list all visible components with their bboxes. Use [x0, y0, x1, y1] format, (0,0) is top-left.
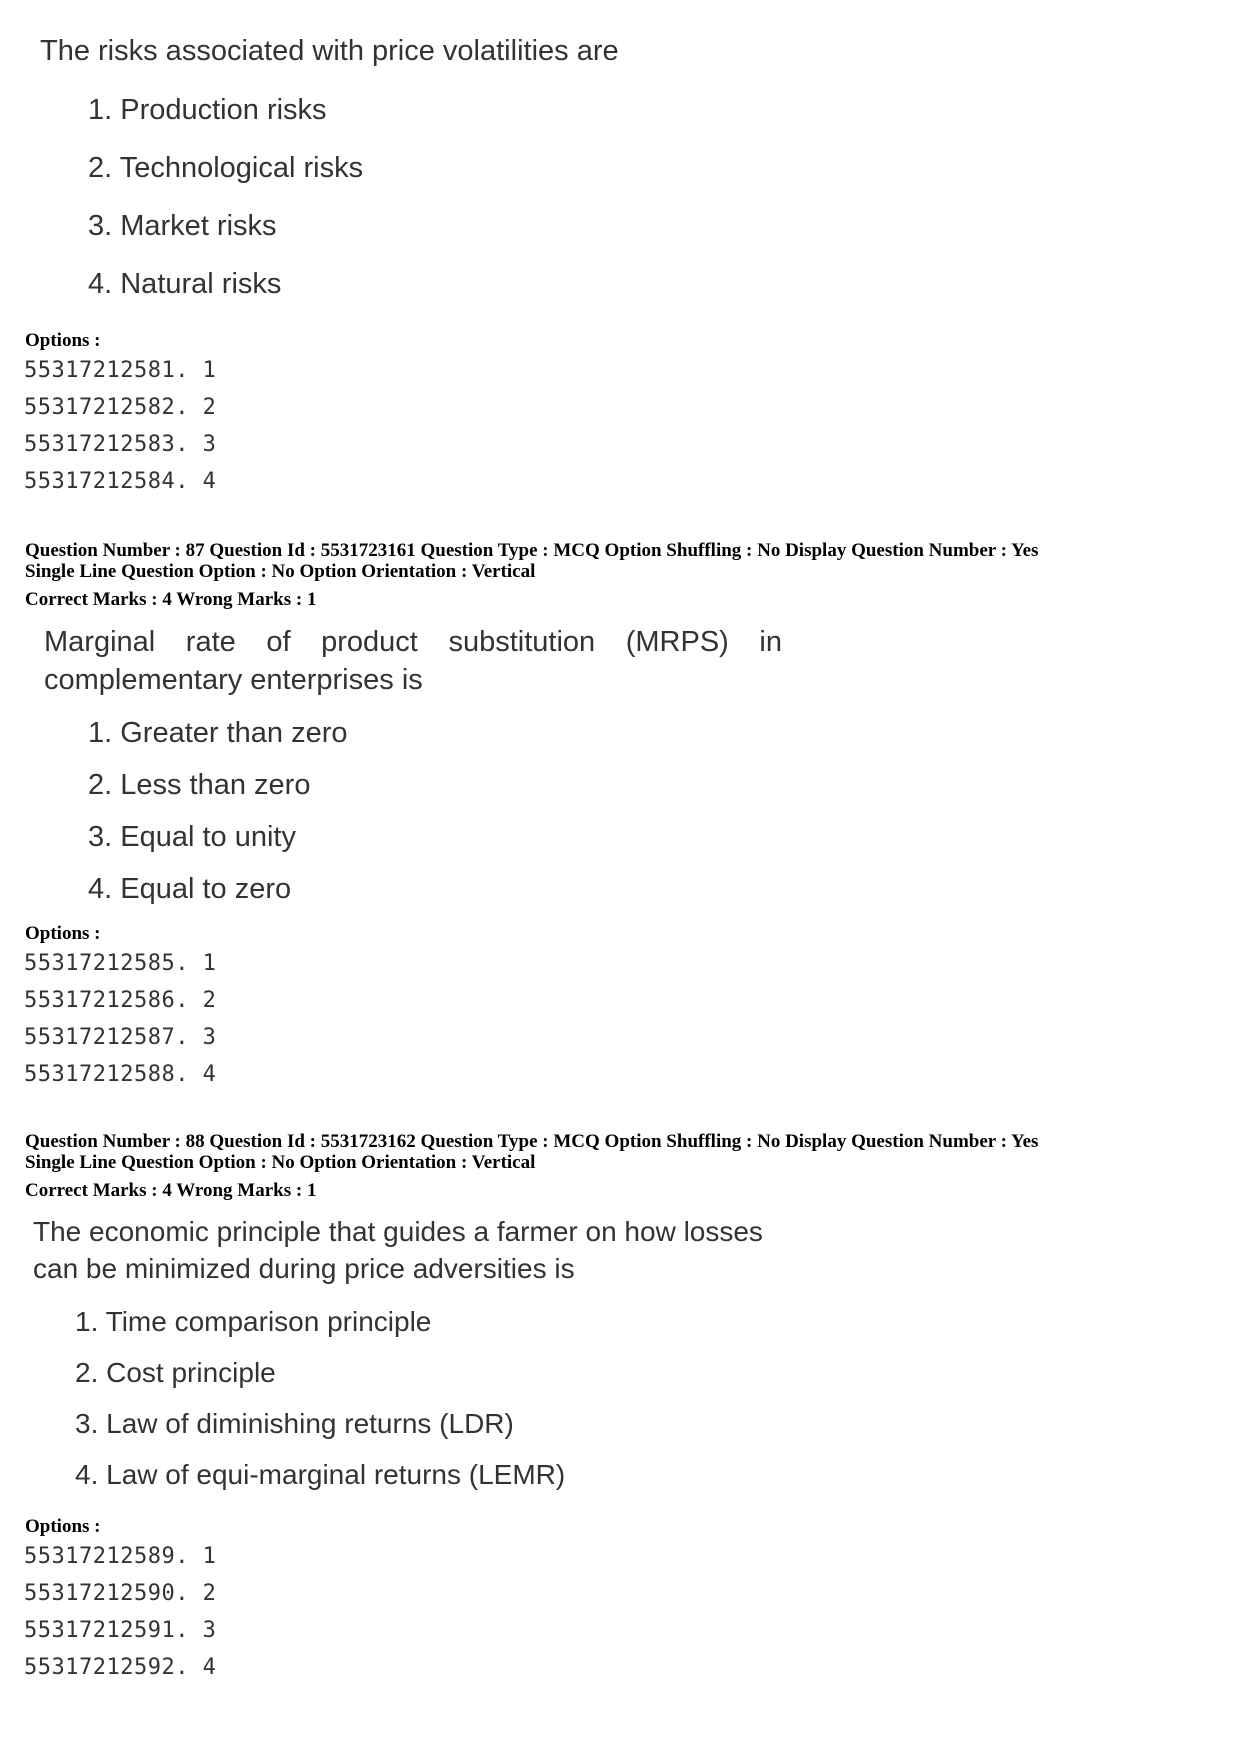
question-stem: The economic principle that guides a farmer on how losses [33, 1216, 763, 1247]
question-meta-line: Question Number : 88 Question Id : 5531723162 Question Type : MCQ Option Shuffling : No Display Question Number : Yes [25, 1131, 1039, 1152]
option-item: 55317212581. 1 [24, 358, 217, 383]
choice-1: 1. Production risks [88, 94, 327, 126]
question-meta-line: Question Number : 87 Question Id : 5531723161 Question Type : MCQ Option Shuffling : No Display Question Number : Yes [25, 540, 1039, 561]
options-list [24, 1538, 216, 1686]
option-item: 55317212586. 2 [24, 988, 217, 1013]
options-list [24, 945, 216, 1093]
question-meta-line: Single Line Question Option : No Option Orientation : Vertical [25, 1152, 536, 1173]
option-item: 55317212592. 4 [24, 1655, 217, 1680]
question-87-meta [25, 540, 1038, 610]
choice-2: 2. Cost principle [75, 1357, 276, 1388]
option-item: 55317212585. 1 [24, 951, 217, 976]
question-stem-continued: complementary enterprises is [44, 664, 423, 696]
option-item: 55317212584. 4 [24, 469, 217, 494]
option-item: 55317212582. 2 [24, 395, 217, 420]
question-stem: The risks associated with price volatilities are [40, 35, 619, 67]
choice-2: 2. Less than zero [88, 769, 311, 801]
options-label: Options : [25, 1516, 101, 1537]
choice-3: 3. Equal to unity [88, 821, 296, 853]
question-stem: Marginal rate of product substitution (MRPS) in [44, 626, 782, 658]
choice-4: 4. Natural risks [88, 268, 282, 300]
choice-4: 4. Law of equi-marginal returns (LEMR) [75, 1459, 566, 1490]
option-item: 55317212591. 3 [24, 1618, 217, 1643]
choice-3: 3. Market risks [88, 210, 277, 242]
choice-3: 3. Law of diminishing returns (LDR) [75, 1408, 514, 1439]
marks-line: Correct Marks : 4 Wrong Marks : 1 [25, 1180, 317, 1201]
choice-4: 4. Equal to zero [88, 873, 292, 905]
option-item: 55317212587. 3 [24, 1025, 217, 1050]
option-item: 55317212589. 1 [24, 1544, 217, 1569]
options-label: Options : [25, 330, 101, 351]
question-88-meta [25, 1131, 1038, 1201]
options-label: Options : [25, 923, 101, 944]
marks-line: Correct Marks : 4 Wrong Marks : 1 [25, 589, 317, 610]
option-item: 55317212588. 4 [24, 1062, 217, 1087]
choice-2: 2. Technological risks [88, 152, 364, 184]
options-list [24, 352, 216, 500]
option-item: 55317212583. 3 [24, 432, 217, 457]
question-stem-continued: can be minimized during price adversities is [33, 1253, 575, 1284]
choice-1: 1. Greater than zero [88, 717, 348, 749]
choice-1: 1. Time comparison principle [75, 1306, 432, 1337]
question-meta-line: Single Line Question Option : No Option Orientation : Vertical [25, 561, 536, 582]
option-item: 55317212590. 2 [24, 1581, 217, 1606]
